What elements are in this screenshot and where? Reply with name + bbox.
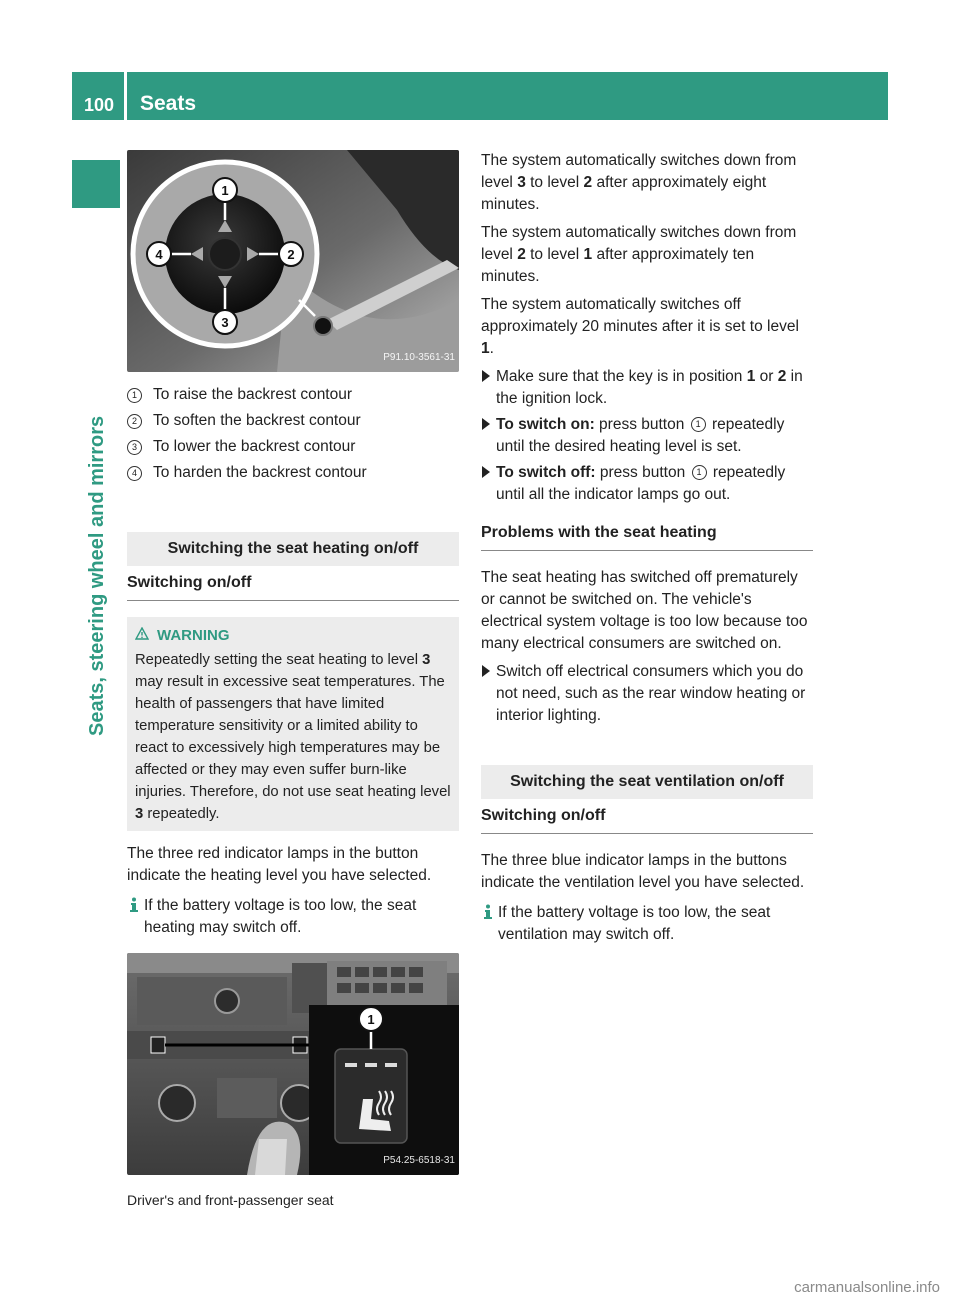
text-part: or xyxy=(755,368,778,385)
text-part: after approximately ten minutes. xyxy=(481,246,755,285)
info-note-text: If the battery voltage is too low, the seat ventilation may switch off. xyxy=(498,904,771,943)
info-note xyxy=(127,895,459,939)
warning-text-part: Repeatedly setting the seat heating to level xyxy=(135,652,423,668)
level-value: 1 xyxy=(583,246,593,263)
level-value: 2 xyxy=(583,174,593,191)
text-part: repeatedly until the desired heating level is set. xyxy=(496,416,785,455)
level-value: 2 xyxy=(517,246,526,263)
warning-text xyxy=(135,649,451,825)
chapter-side-label: Seats, steering wheel and mirrors xyxy=(86,415,108,736)
backrest-control-figure xyxy=(127,150,459,372)
figure-code: P54.25-6518-31 xyxy=(383,1155,455,1166)
backrest-photo xyxy=(127,150,459,372)
ventilation-paragraph: The three blue indicator lamps in the buttons indicate the ventilation level you have selected. xyxy=(481,852,805,891)
text-part: repeatedly until all the indicator lamps go out. xyxy=(496,464,786,503)
info-note xyxy=(481,902,813,946)
page-header xyxy=(72,72,888,120)
legend-text: To raise the backrest contour xyxy=(153,386,353,403)
problems-heading: Problems with the seat heating xyxy=(481,516,813,551)
console-photo xyxy=(127,953,459,1175)
text-part: press button xyxy=(594,416,689,433)
legend-item xyxy=(127,460,459,486)
step-label: To switch off: xyxy=(496,464,596,481)
instruction-step xyxy=(481,414,813,458)
text-part: The system automatically switches off approximately 20 minutes after it is set to level xyxy=(481,296,799,335)
legend-text: To harden the backrest contour xyxy=(153,464,367,481)
warning-title: WARNING xyxy=(157,627,230,644)
auto-off-paragraph xyxy=(481,294,813,360)
text-part: in the ignition lock. xyxy=(496,368,803,407)
legend-item xyxy=(127,408,459,434)
warning-box xyxy=(127,617,459,831)
step-label: To switch on: xyxy=(496,416,595,433)
legend-text: To soften the backrest contour xyxy=(153,412,361,429)
info-icon xyxy=(127,897,141,913)
text-part: The system automatically switches down from level xyxy=(481,224,797,263)
callout-2: 2 xyxy=(287,247,295,262)
number-circle: 3 xyxy=(127,440,142,455)
step-text: Switch off electrical consumers which you do not need, such as the rear window heating or interior lighting. xyxy=(496,663,806,724)
auto-switch-paragraph xyxy=(481,150,813,216)
legend-item xyxy=(127,382,459,408)
problems-paragraph: The seat heating has switched off prematurely or cannot be switched on. The vehicle's electrical system voltage is too low because too many electrical consumers are switched on. xyxy=(481,569,808,652)
instruction-step xyxy=(481,366,813,410)
warning-level: 3 xyxy=(135,806,144,822)
step-arrow-icon xyxy=(481,369,491,383)
legend-text: To lower the backrest contour xyxy=(153,438,356,455)
step-arrow-icon xyxy=(481,417,491,431)
seat-heating-button-figure xyxy=(127,953,459,1175)
position-value: 2 xyxy=(777,368,787,385)
info-icon xyxy=(481,904,495,920)
figure-code: P91.10-3561-31 xyxy=(383,352,455,363)
left-column xyxy=(127,150,459,1211)
warning-level: 3 xyxy=(422,652,431,668)
auto-switch-paragraph xyxy=(481,222,813,288)
step-arrow-icon xyxy=(481,465,491,479)
section-title-ventilation: Switching the seat ventilation on/off xyxy=(481,765,813,799)
number-circle: 1 xyxy=(127,388,142,403)
subheading-switching: Switching on/off xyxy=(481,799,813,834)
step-arrow-icon xyxy=(481,664,491,678)
text-part: after approximately eight minutes. xyxy=(481,174,767,213)
text-part: press button xyxy=(595,464,690,481)
level-value: 3 xyxy=(517,174,526,191)
text-part: Make sure that the key is in position xyxy=(496,368,747,385)
chapter-tab xyxy=(72,160,120,208)
level-value: 1 xyxy=(481,340,490,357)
text-part: to level xyxy=(525,174,584,191)
warning-header xyxy=(135,625,451,647)
backrest-legend xyxy=(127,382,459,486)
text-part: . xyxy=(489,340,494,357)
watermark: carmanualsonline.info xyxy=(794,1279,940,1296)
header-divider xyxy=(124,72,127,120)
callout-4: 4 xyxy=(155,247,163,262)
warning-triangle-icon xyxy=(135,627,149,640)
subheading-switching: Switching on/off xyxy=(127,566,459,601)
text-part: The system automatically switches down from level xyxy=(481,152,797,191)
callout-1: 1 xyxy=(367,1012,375,1027)
section-title-heating: Switching the seat heating on/off xyxy=(127,532,459,566)
legend-item xyxy=(127,434,459,460)
indicator-paragraph: The three red indicator lamps in the button indicate the heating level you have selected. xyxy=(127,845,432,884)
warning-text-part: may result in excessive seat temperatures. The health of passengers that have limited temperature sensitivity or a limited ability to react to excessively high temperatures may be affected or they may even suffer burn-like injuries. Therefore, do not use seat heating level xyxy=(135,674,451,800)
figure-caption: Driver's and front-passenger seat xyxy=(127,1192,334,1208)
number-circle: 4 xyxy=(127,466,142,481)
page-title: Seats xyxy=(140,92,197,115)
info-note-text: If the battery voltage is too low, the seat heating may switch off. xyxy=(144,897,417,936)
callout-3: 3 xyxy=(221,315,229,330)
warning-text-part: repeatedly. xyxy=(143,806,220,822)
page-number: 100 xyxy=(84,95,115,115)
number-circle: 1 xyxy=(692,465,707,480)
instruction-step xyxy=(481,462,813,506)
text-part: to level xyxy=(525,246,584,263)
instruction-step xyxy=(481,661,813,727)
callout-1: 1 xyxy=(221,183,229,198)
number-circle: 1 xyxy=(691,417,706,432)
number-circle: 2 xyxy=(127,414,142,429)
right-column xyxy=(481,150,813,952)
position-value: 1 xyxy=(746,368,756,385)
